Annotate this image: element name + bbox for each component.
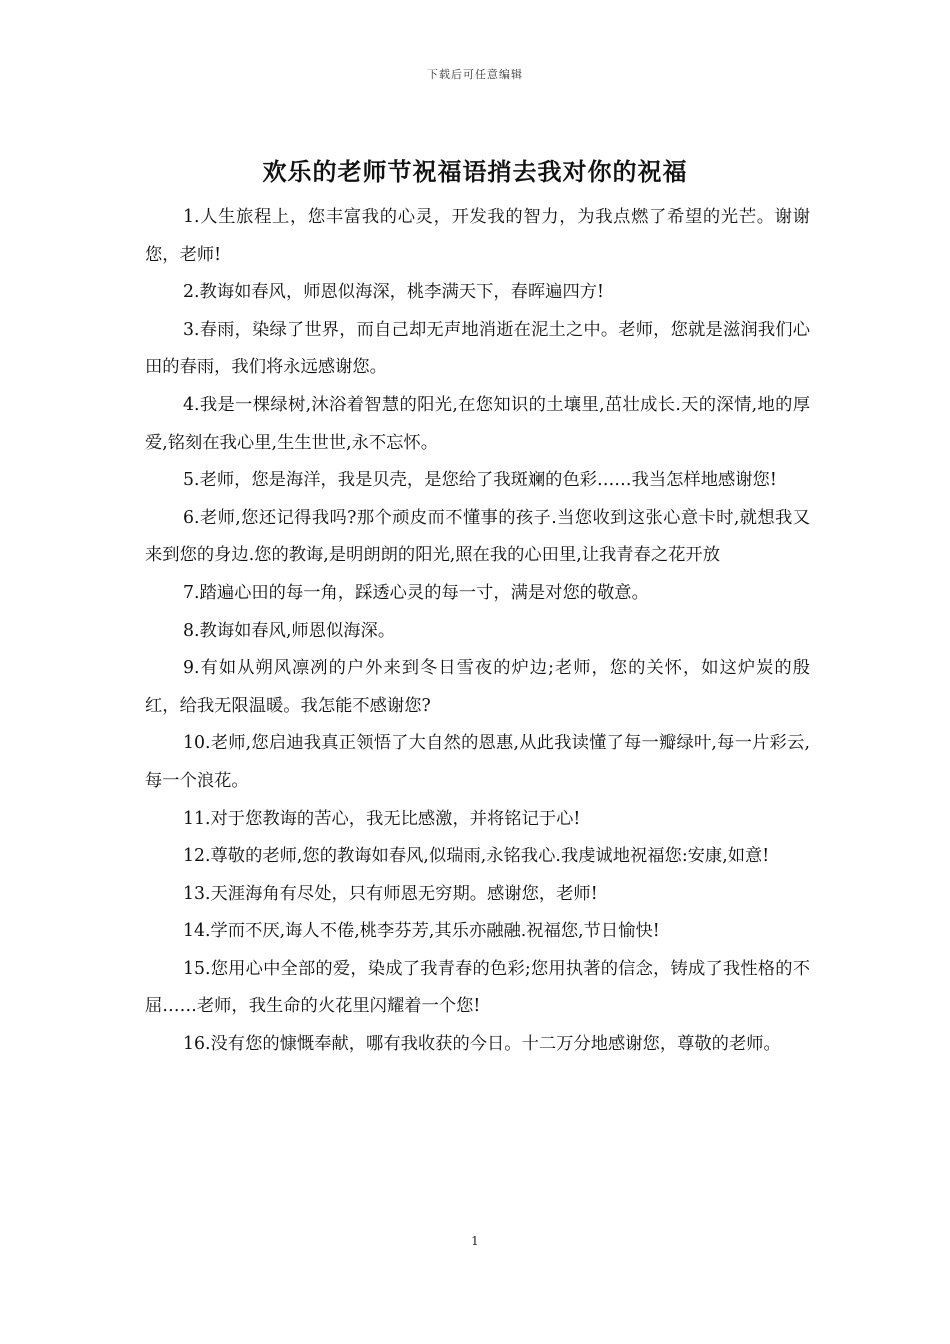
paragraph-6: 6.老师,您还记得我吗?那个顽皮而不懂事的孩子.当您收到这张心意卡时,就想我又来到您的身边.您的教诲,是明朗朗的阳光,照在我的心田里,让我青春之花开放: [145, 507, 810, 566]
paragraph-13: 13.天涯海角有尽处，只有师恩无穷期。感谢您，老师!: [183, 883, 598, 904]
paragraph-7: 7.踏遍心田的每一角，踩透心灵的每一寸，满是对您的敬意。: [183, 582, 649, 603]
paragraph-1: 1.人生旅程上，您丰富我的心灵，开发我的智力，为我点燃了希望的光芒。谢谢您，老师!: [145, 207, 810, 265]
paragraph-12: 12.尊敬的老师,您的教诲如春风,似瑞雨,永铭我心.我虔诚地祝福您:安康,如意!: [183, 846, 770, 867]
paragraph-15: 15.您用心中全部的爱，染成了我青春的色彩;您用执著的信念，铸成了我性格的不屈……老师，我生命的火花里闪耀着一个您!: [145, 958, 810, 1017]
paragraph-11: 11.对于您教诲的苦心，我无比感激，并将铭记于心!: [183, 808, 581, 829]
paragraph-5: 5.老师，您是海洋，我是贝壳，是您给了我斑斓的色彩……我当怎样地感谢您!: [183, 470, 777, 491]
paragraph-8: 8.教诲如春风,师恩似海深。: [183, 620, 396, 641]
paragraph-4: 4.我是一棵绿树,沐浴着智慧的阳光,在您知识的土壤里,茁壮成长.天的深情,地的厚爱,铭刻在我心里,生生世世,永不忘怀。: [145, 394, 810, 453]
paragraph-14: 14.学而不厌,诲人不倦,桃李芬芳,其乐亦融融.祝福您,节日愉快!: [183, 921, 660, 942]
paragraph-2: 2.教诲如春风，师恩似海深，桃李满天下，春晖遍四方!: [183, 282, 604, 303]
page-number: 1: [471, 1234, 479, 1248]
paragraph-10: 10.老师,您启迪我真正领悟了大自然的恩惠,从此我读懂了每一瓣绿叶,每一片彩云,每一个浪花。: [145, 733, 810, 791]
paragraph-9: 9.有如从朔风凛冽的户外来到冬日雪夜的炉边;老师，您的关怀，如这炉炭的殷红，给我无限温暖。我怎能不感谢您?: [145, 658, 810, 716]
page-header-note: 下载后可任意编辑: [427, 68, 523, 81]
document-body: [145, 199, 810, 1064]
paragraph-16: 16.没有您的慷慨奉献，哪有我收获的今日。十二万分地感谢您，尊敬的老师。: [183, 1034, 781, 1055]
document-title: 欢乐的老师节祝福语捎去我对你的祝福: [262, 157, 688, 186]
paragraph-3: 3.春雨，染绿了世界，而自己却无声地消逝在泥土之中。老师，您就是滋润我们心田的春雨，我们将永远感谢您。: [145, 319, 810, 378]
